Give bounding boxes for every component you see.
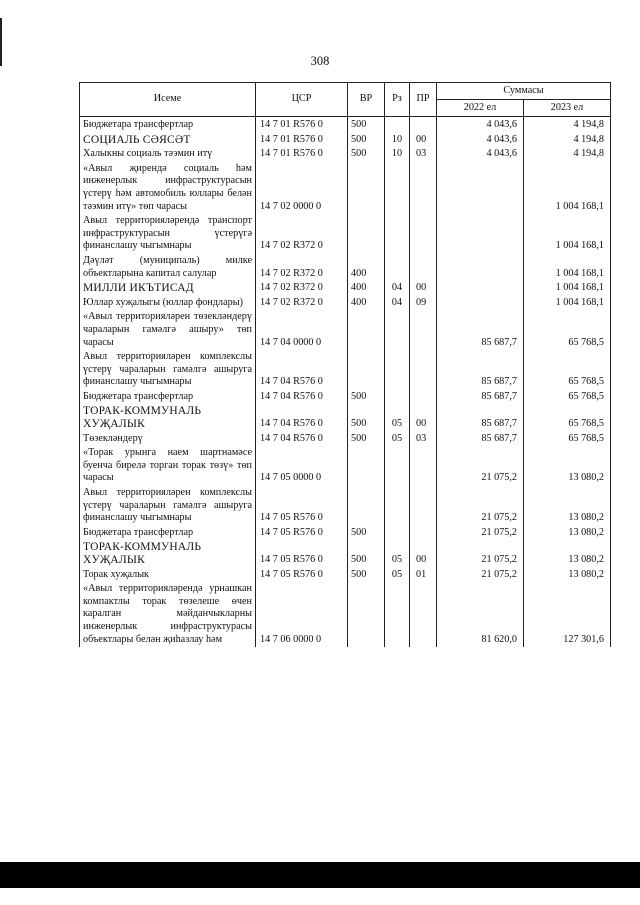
cell-y2022: 4 043,6	[437, 147, 524, 162]
cell-rz: 05	[385, 540, 410, 567]
cell-y2023: 13 080,2	[524, 526, 611, 541]
cell-rz	[385, 117, 410, 133]
header-rz: Рз	[385, 83, 410, 117]
table-row	[80, 254, 611, 281]
cell-pr: 00	[410, 281, 437, 296]
cell-vr: 500	[348, 432, 385, 447]
header-pr: ПР	[410, 83, 437, 117]
cell-rz	[385, 254, 410, 281]
cell-vr: 500	[348, 526, 385, 541]
cell-name: Халыкны социаль тәэмин итү	[80, 147, 256, 162]
table-header	[80, 83, 611, 117]
cell-vr	[348, 582, 385, 647]
cell-pr	[410, 254, 437, 281]
budget-table	[79, 82, 611, 647]
cell-csr: 14 7 06 0000 0	[256, 582, 348, 647]
cell-csr: 14 7 05 R576 0	[256, 568, 348, 583]
cell-vr: 400	[348, 254, 385, 281]
cell-pr: 03	[410, 147, 437, 162]
cell-csr: 14 7 02 R372 0	[256, 254, 348, 281]
cell-csr: 14 7 05 0000 0	[256, 446, 348, 486]
cell-rz	[385, 162, 410, 214]
cell-pr	[410, 486, 437, 526]
header-vr: ВР	[348, 83, 385, 117]
cell-csr: 14 7 01 R576 0	[256, 147, 348, 162]
header-name: Исеме	[80, 83, 256, 117]
cell-y2022: 21 075,2	[437, 526, 524, 541]
cell-pr	[410, 526, 437, 541]
cell-rz: 05	[385, 404, 410, 431]
cell-y2022: 85 687,7	[437, 404, 524, 431]
cell-y2022: 21 075,2	[437, 486, 524, 526]
cell-csr: 14 7 05 R576 0	[256, 540, 348, 567]
cell-name: Бюджетара трансфертлар	[80, 117, 256, 133]
cell-csr: 14 7 01 R576 0	[256, 117, 348, 133]
table-row	[80, 432, 611, 447]
cell-name: Бюджетара трансфертлар	[80, 390, 256, 405]
cell-rz	[385, 214, 410, 254]
cell-vr: 400	[348, 296, 385, 311]
cell-name: «Авыл территорияләрен төзекләндерү чараларын гамәлгә ашыру» төп чарасы	[80, 310, 256, 350]
cell-vr: 400	[348, 281, 385, 296]
cell-rz: 04	[385, 281, 410, 296]
cell-y2023: 1 004 168,1	[524, 296, 611, 311]
header-sums: Суммасы	[437, 83, 611, 100]
cell-y2023: 65 768,5	[524, 310, 611, 350]
cell-csr: 14 7 02 R372 0	[256, 214, 348, 254]
cell-pr	[410, 117, 437, 133]
cell-y2023: 127 301,6	[524, 582, 611, 647]
table-row	[80, 446, 611, 486]
cell-y2022	[437, 281, 524, 296]
cell-rz	[385, 350, 410, 390]
cell-y2023: 13 080,2	[524, 568, 611, 583]
cell-rz	[385, 446, 410, 486]
page-number: 308	[310, 54, 330, 68]
cell-y2022: 4 043,6	[437, 117, 524, 133]
cell-y2022: 85 687,7	[437, 310, 524, 350]
cell-csr: 14 7 04 0000 0	[256, 310, 348, 350]
table-row	[80, 296, 611, 311]
cell-y2023: 13 080,2	[524, 540, 611, 567]
cell-pr: 09	[410, 296, 437, 311]
table-row	[80, 281, 611, 296]
table-row	[80, 540, 611, 567]
cell-y2023: 1 004 168,1	[524, 254, 611, 281]
cell-pr	[410, 446, 437, 486]
cell-vr: 500	[348, 568, 385, 583]
cell-rz	[385, 390, 410, 405]
cell-y2023: 4 194,8	[524, 147, 611, 162]
cell-y2022: 21 075,2	[437, 540, 524, 567]
cell-pr	[410, 162, 437, 214]
cell-pr: 01	[410, 568, 437, 583]
cell-name: Авыл территорияләрен комплекслы үстерү чараларын гамәлгә ашыруга финанслашу чыгымнары	[80, 486, 256, 526]
table-row	[80, 147, 611, 162]
cell-csr: 14 7 04 R576 0	[256, 432, 348, 447]
table-row	[80, 350, 611, 390]
table-row	[80, 162, 611, 214]
cell-rz	[385, 526, 410, 541]
cell-y2023: 4 194,8	[524, 117, 611, 133]
cell-y2022: 81 620,0	[437, 582, 524, 647]
cell-vr	[348, 214, 385, 254]
cell-csr: 14 7 04 R576 0	[256, 390, 348, 405]
cell-name: Авыл территорияләрен комплекслы үстерү чараларын гамәлгә ашыруга финанслашу чыгымнары	[80, 350, 256, 390]
table-row	[80, 117, 611, 133]
cell-rz	[385, 582, 410, 647]
cell-y2022	[437, 296, 524, 311]
cell-pr	[410, 214, 437, 254]
cell-name: Торак хуҗалык	[80, 568, 256, 583]
table-row	[80, 390, 611, 405]
cell-y2022: 85 687,7	[437, 390, 524, 405]
cell-pr	[410, 390, 437, 405]
cell-rz: 10	[385, 147, 410, 162]
cell-rz: 05	[385, 568, 410, 583]
cell-name: ТОРАК-КОММУНАЛЬ ХУҖАЛЫК	[80, 540, 256, 567]
cell-name: Төзекләндерү	[80, 432, 256, 447]
cell-y2023: 65 768,5	[524, 390, 611, 405]
cell-csr: 14 7 04 R576 0	[256, 404, 348, 431]
cell-name: «Торак урынга наем шартнамәсе буенча бирелә торган торак төзү» төп чарасы	[80, 446, 256, 486]
cell-vr	[348, 350, 385, 390]
table-row	[80, 486, 611, 526]
cell-y2023: 13 080,2	[524, 446, 611, 486]
cell-pr: 00	[410, 133, 437, 148]
header-year-2023: 2023 ел	[524, 100, 611, 117]
cell-y2022	[437, 254, 524, 281]
cell-y2023: 4 194,8	[524, 133, 611, 148]
cell-y2022: 85 687,7	[437, 432, 524, 447]
cell-vr: 500	[348, 117, 385, 133]
cell-name: Авыл территорияләрендә транспорт инфраструктурасын үстерүгә финанслашу чыгымнары	[80, 214, 256, 254]
cell-name: «Авыл җирендә социаль һәм инженерлык инфраструктурасын үстерү һәм автомобиль юллары белән тәэмин итү» төп чарасы	[80, 162, 256, 214]
cell-y2023: 1 004 168,1	[524, 162, 611, 214]
table-row	[80, 214, 611, 254]
cell-pr: 00	[410, 540, 437, 567]
scan-bottom-bar	[0, 862, 640, 888]
cell-name: СОЦИАЛЬ СӘЯСӘТ	[80, 133, 256, 148]
cell-pr: 00	[410, 404, 437, 431]
cell-name: ТОРАК-КОММУНАЛЬ ХУҖАЛЫК	[80, 404, 256, 431]
cell-rz: 04	[385, 296, 410, 311]
cell-y2022	[437, 162, 524, 214]
cell-vr	[348, 446, 385, 486]
cell-pr	[410, 310, 437, 350]
cell-name: Бюджетара трансфертлар	[80, 526, 256, 541]
cell-y2023: 13 080,2	[524, 486, 611, 526]
cell-csr: 14 7 04 R576 0	[256, 350, 348, 390]
cell-y2022: 4 043,6	[437, 133, 524, 148]
header-csr: ЦСР	[256, 83, 348, 117]
cell-name: «Авыл территорияләрендә урнашкан компактлы торак төзелеше өчен каралган мәйданчыкларны инженерлык инфраструктурасы объектлары белән җиһазлау һәм	[80, 582, 256, 647]
cell-csr: 14 7 02 R372 0	[256, 281, 348, 296]
cell-vr: 500	[348, 390, 385, 405]
table-body	[80, 117, 611, 648]
cell-vr: 500	[348, 540, 385, 567]
table-row	[80, 568, 611, 583]
table-row	[80, 526, 611, 541]
cell-vr	[348, 162, 385, 214]
cell-csr: 14 7 02 R372 0	[256, 296, 348, 311]
cell-name: Юллар хуҗалыгы (юллар фондлары)	[80, 296, 256, 311]
cell-pr	[410, 350, 437, 390]
cell-vr: 500	[348, 404, 385, 431]
header-year-2022: 2022 ел	[437, 100, 524, 117]
cell-pr	[410, 582, 437, 647]
cell-y2022: 85 687,7	[437, 350, 524, 390]
cell-y2023: 1 004 168,1	[524, 214, 611, 254]
cell-vr: 500	[348, 133, 385, 148]
cell-pr: 03	[410, 432, 437, 447]
table-row	[80, 404, 611, 431]
cell-vr: 500	[348, 147, 385, 162]
cell-y2022: 21 075,2	[437, 446, 524, 486]
cell-y2022	[437, 214, 524, 254]
cell-name: МИЛЛИ ИКЪТИСАД	[80, 281, 256, 296]
cell-y2023: 65 768,5	[524, 432, 611, 447]
cell-csr: 14 7 02 0000 0	[256, 162, 348, 214]
cell-vr	[348, 310, 385, 350]
cell-y2023: 65 768,5	[524, 404, 611, 431]
cell-y2022: 21 075,2	[437, 568, 524, 583]
table-row	[80, 582, 611, 647]
cell-name: Дәүләт (муниципаль) милке объектларына капитал салулар	[80, 254, 256, 281]
cell-rz: 10	[385, 133, 410, 148]
cell-rz: 05	[385, 432, 410, 447]
cell-rz	[385, 486, 410, 526]
cell-csr: 14 7 01 R576 0	[256, 133, 348, 148]
cell-vr	[348, 486, 385, 526]
table-row	[80, 310, 611, 350]
cell-y2023: 65 768,5	[524, 350, 611, 390]
cell-y2023: 1 004 168,1	[524, 281, 611, 296]
cell-rz	[385, 310, 410, 350]
cell-csr: 14 7 05 R576 0	[256, 486, 348, 526]
cell-csr: 14 7 05 R576 0	[256, 526, 348, 541]
table-row	[80, 133, 611, 148]
